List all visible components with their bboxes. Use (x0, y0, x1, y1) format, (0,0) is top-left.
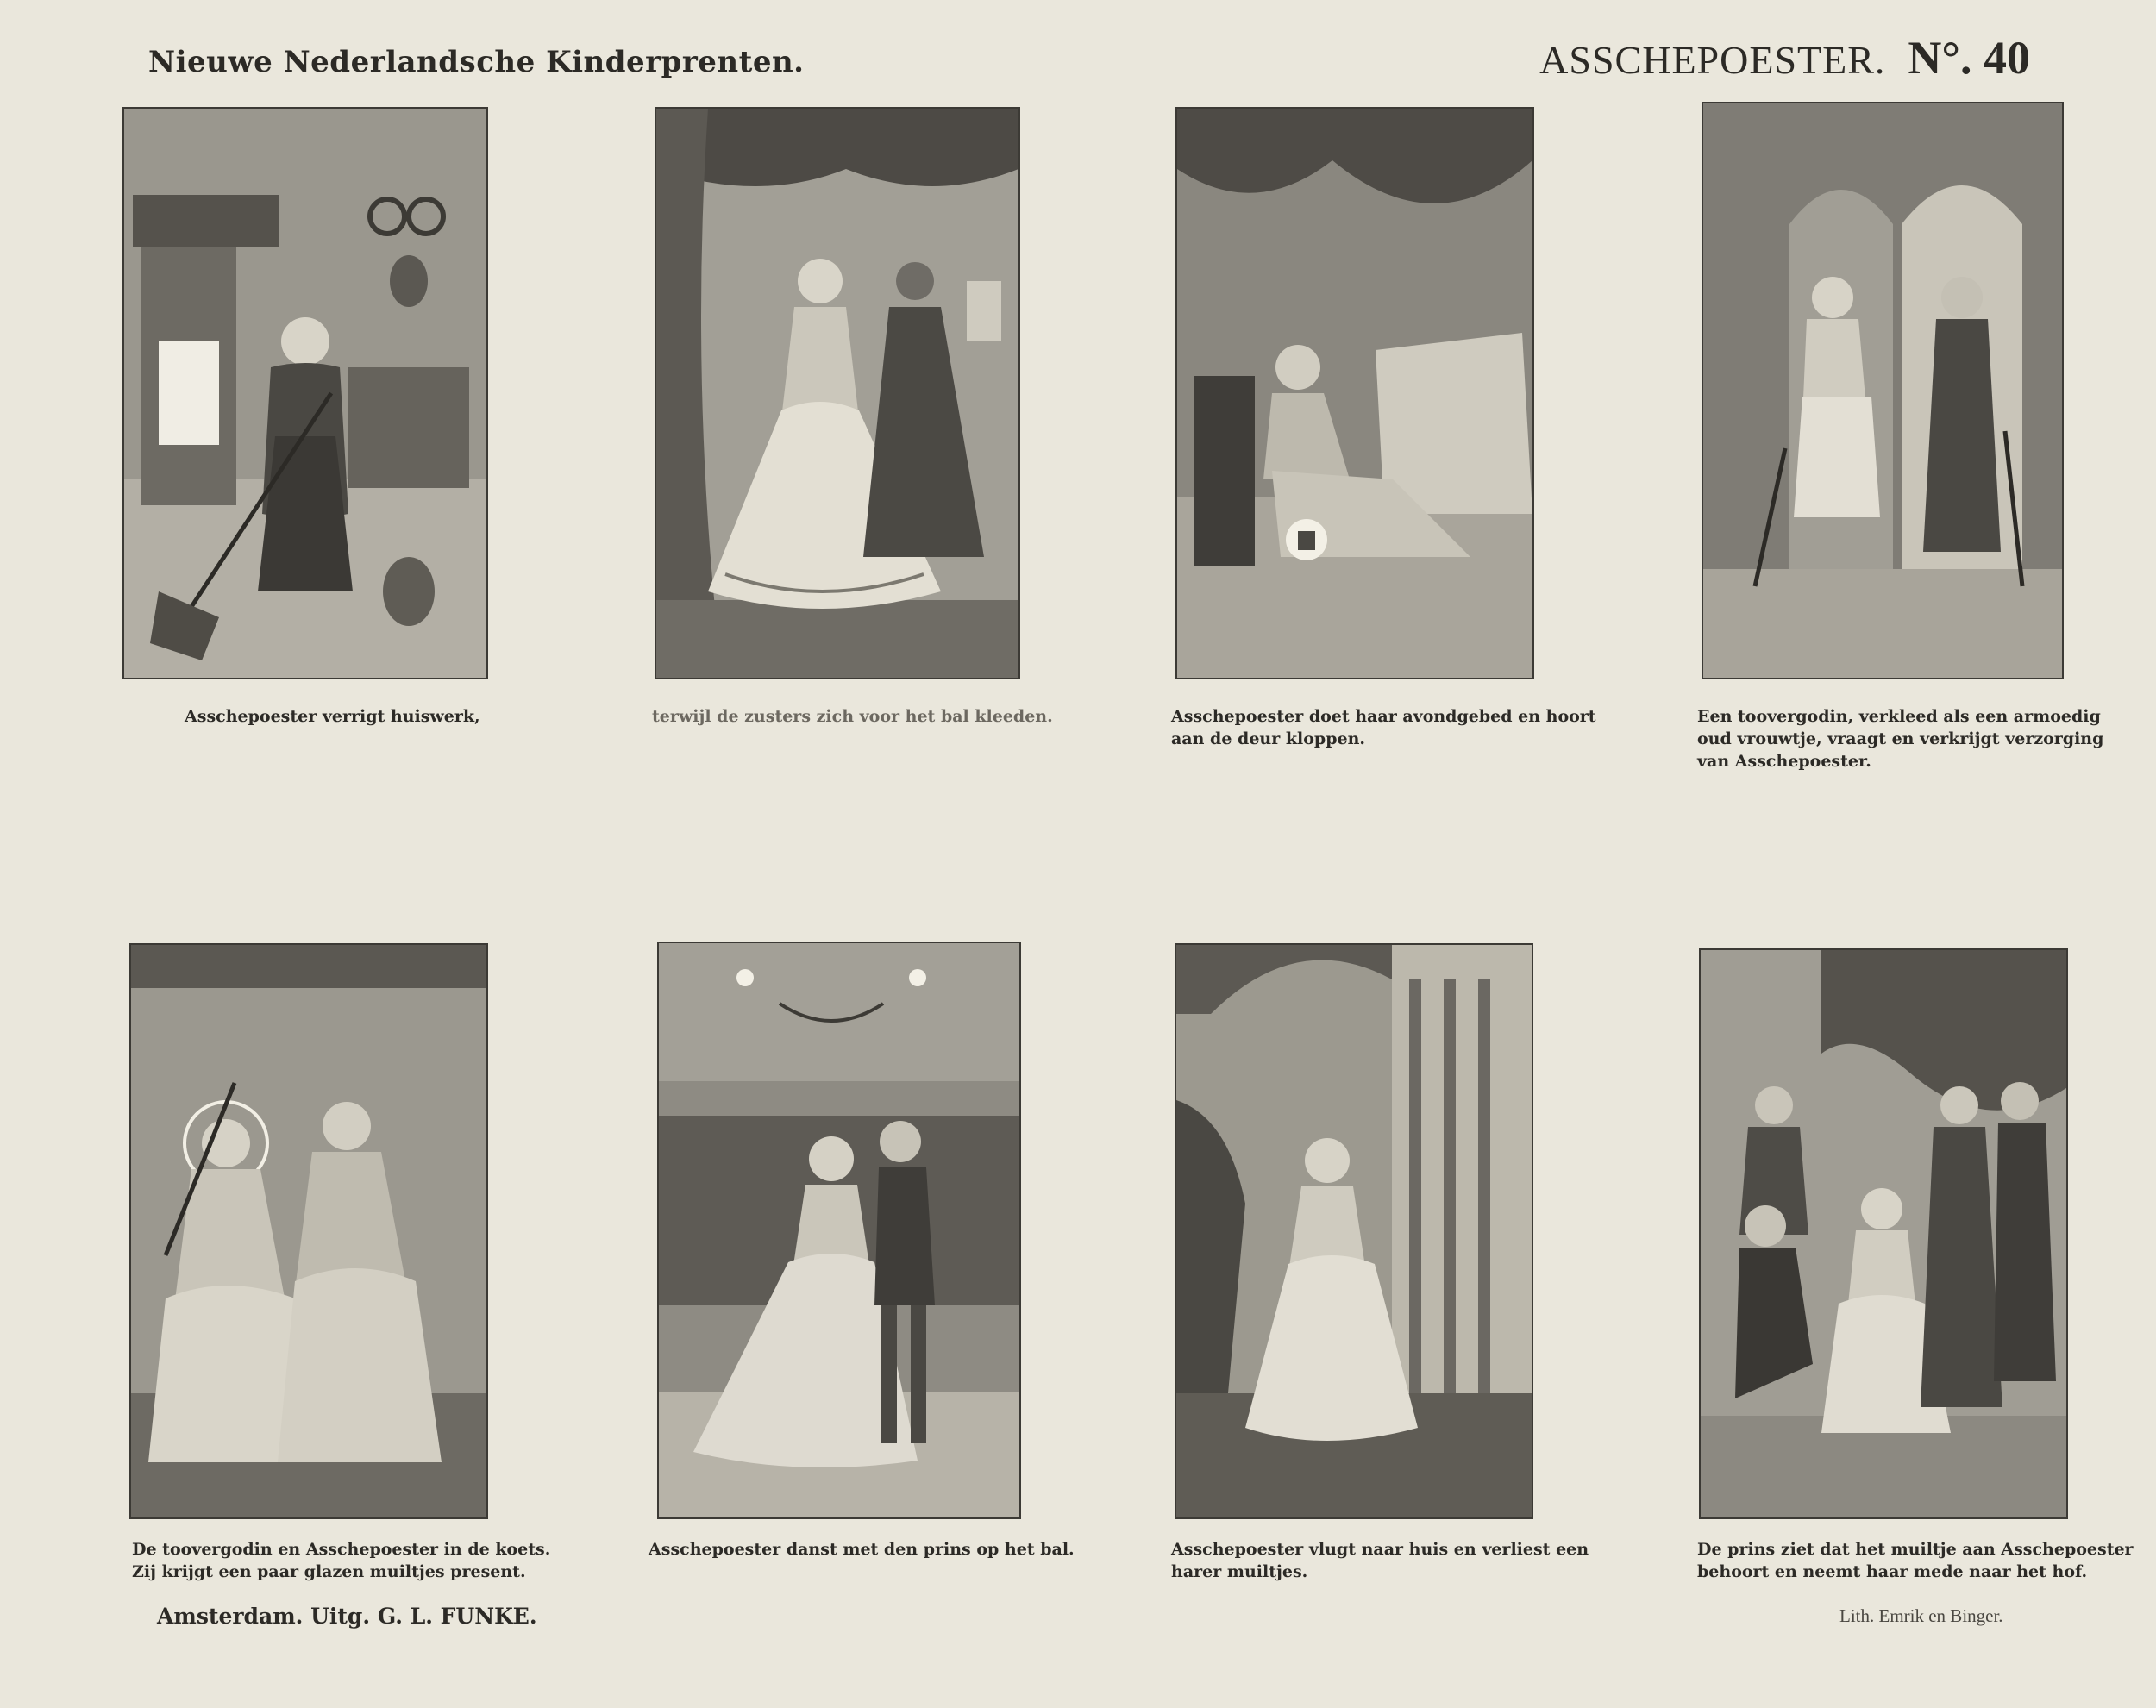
caption-2: terwijl de zusters zich voor het bal kleeden. (652, 707, 1053, 726)
plate-4 (1702, 102, 2064, 679)
sweeping-kitchen-icon (124, 109, 486, 678)
plate-3 (1175, 107, 1534, 679)
fairy-in-coach-icon (131, 945, 486, 1517)
caption-3: Asschepoester doet haar avondgebed en hoort aan de deur kloppen. (1171, 707, 1596, 748)
sisters-dressing-icon (656, 109, 1018, 678)
print-number: N°. 40 (1908, 32, 2030, 84)
publisher-imprint: Amsterdam. Uitg. G. L. FUNKE. (157, 1604, 537, 1629)
plate-8 (1699, 948, 2068, 1519)
plate-2 (655, 107, 1020, 679)
fleeing-staircase-icon (1176, 945, 1532, 1517)
evening-prayer-icon (1177, 109, 1532, 678)
caption-4: Een toovergodin, verkleed als een armoedig oud vrouwtje, vraagt en verkrijgt verzorging van Asschepoester. (1697, 707, 2104, 771)
caption-8: De prins ziet dat het muiltje aan Asschepoester behoort en neemt haar mede naar het hof. (1697, 1540, 2134, 1581)
lithographer-imprint: Lith. Emrik en Binger. (1839, 1605, 2003, 1626)
plate-5 (129, 943, 488, 1519)
caption-7: Asschepoester vlugt naar huis en verliest een harer muiltjes. (1171, 1540, 1589, 1581)
plate-6 (657, 942, 1021, 1519)
ballroom-dance-icon (659, 943, 1019, 1517)
story-title: ASSCHEPOESTER. (1539, 38, 1886, 82)
caption-1: Asschepoester verrigt huiswerk, (185, 707, 480, 726)
old-woman-at-door-icon (1703, 103, 2062, 678)
slipper-fitting-icon (1701, 950, 2066, 1517)
plate-1 (122, 107, 488, 679)
caption-5: De toovergodin en Asschepoester in de koets. Zij krijgt een paar glazen muiltjes present. (132, 1540, 551, 1581)
caption-6: Asschepoester danst met den prins op het bal. (649, 1540, 1075, 1559)
header-right (1539, 31, 2030, 84)
plate-7 (1175, 943, 1533, 1519)
series-title: Nieuwe Nederlandsche Kinderprenten. (148, 45, 805, 79)
